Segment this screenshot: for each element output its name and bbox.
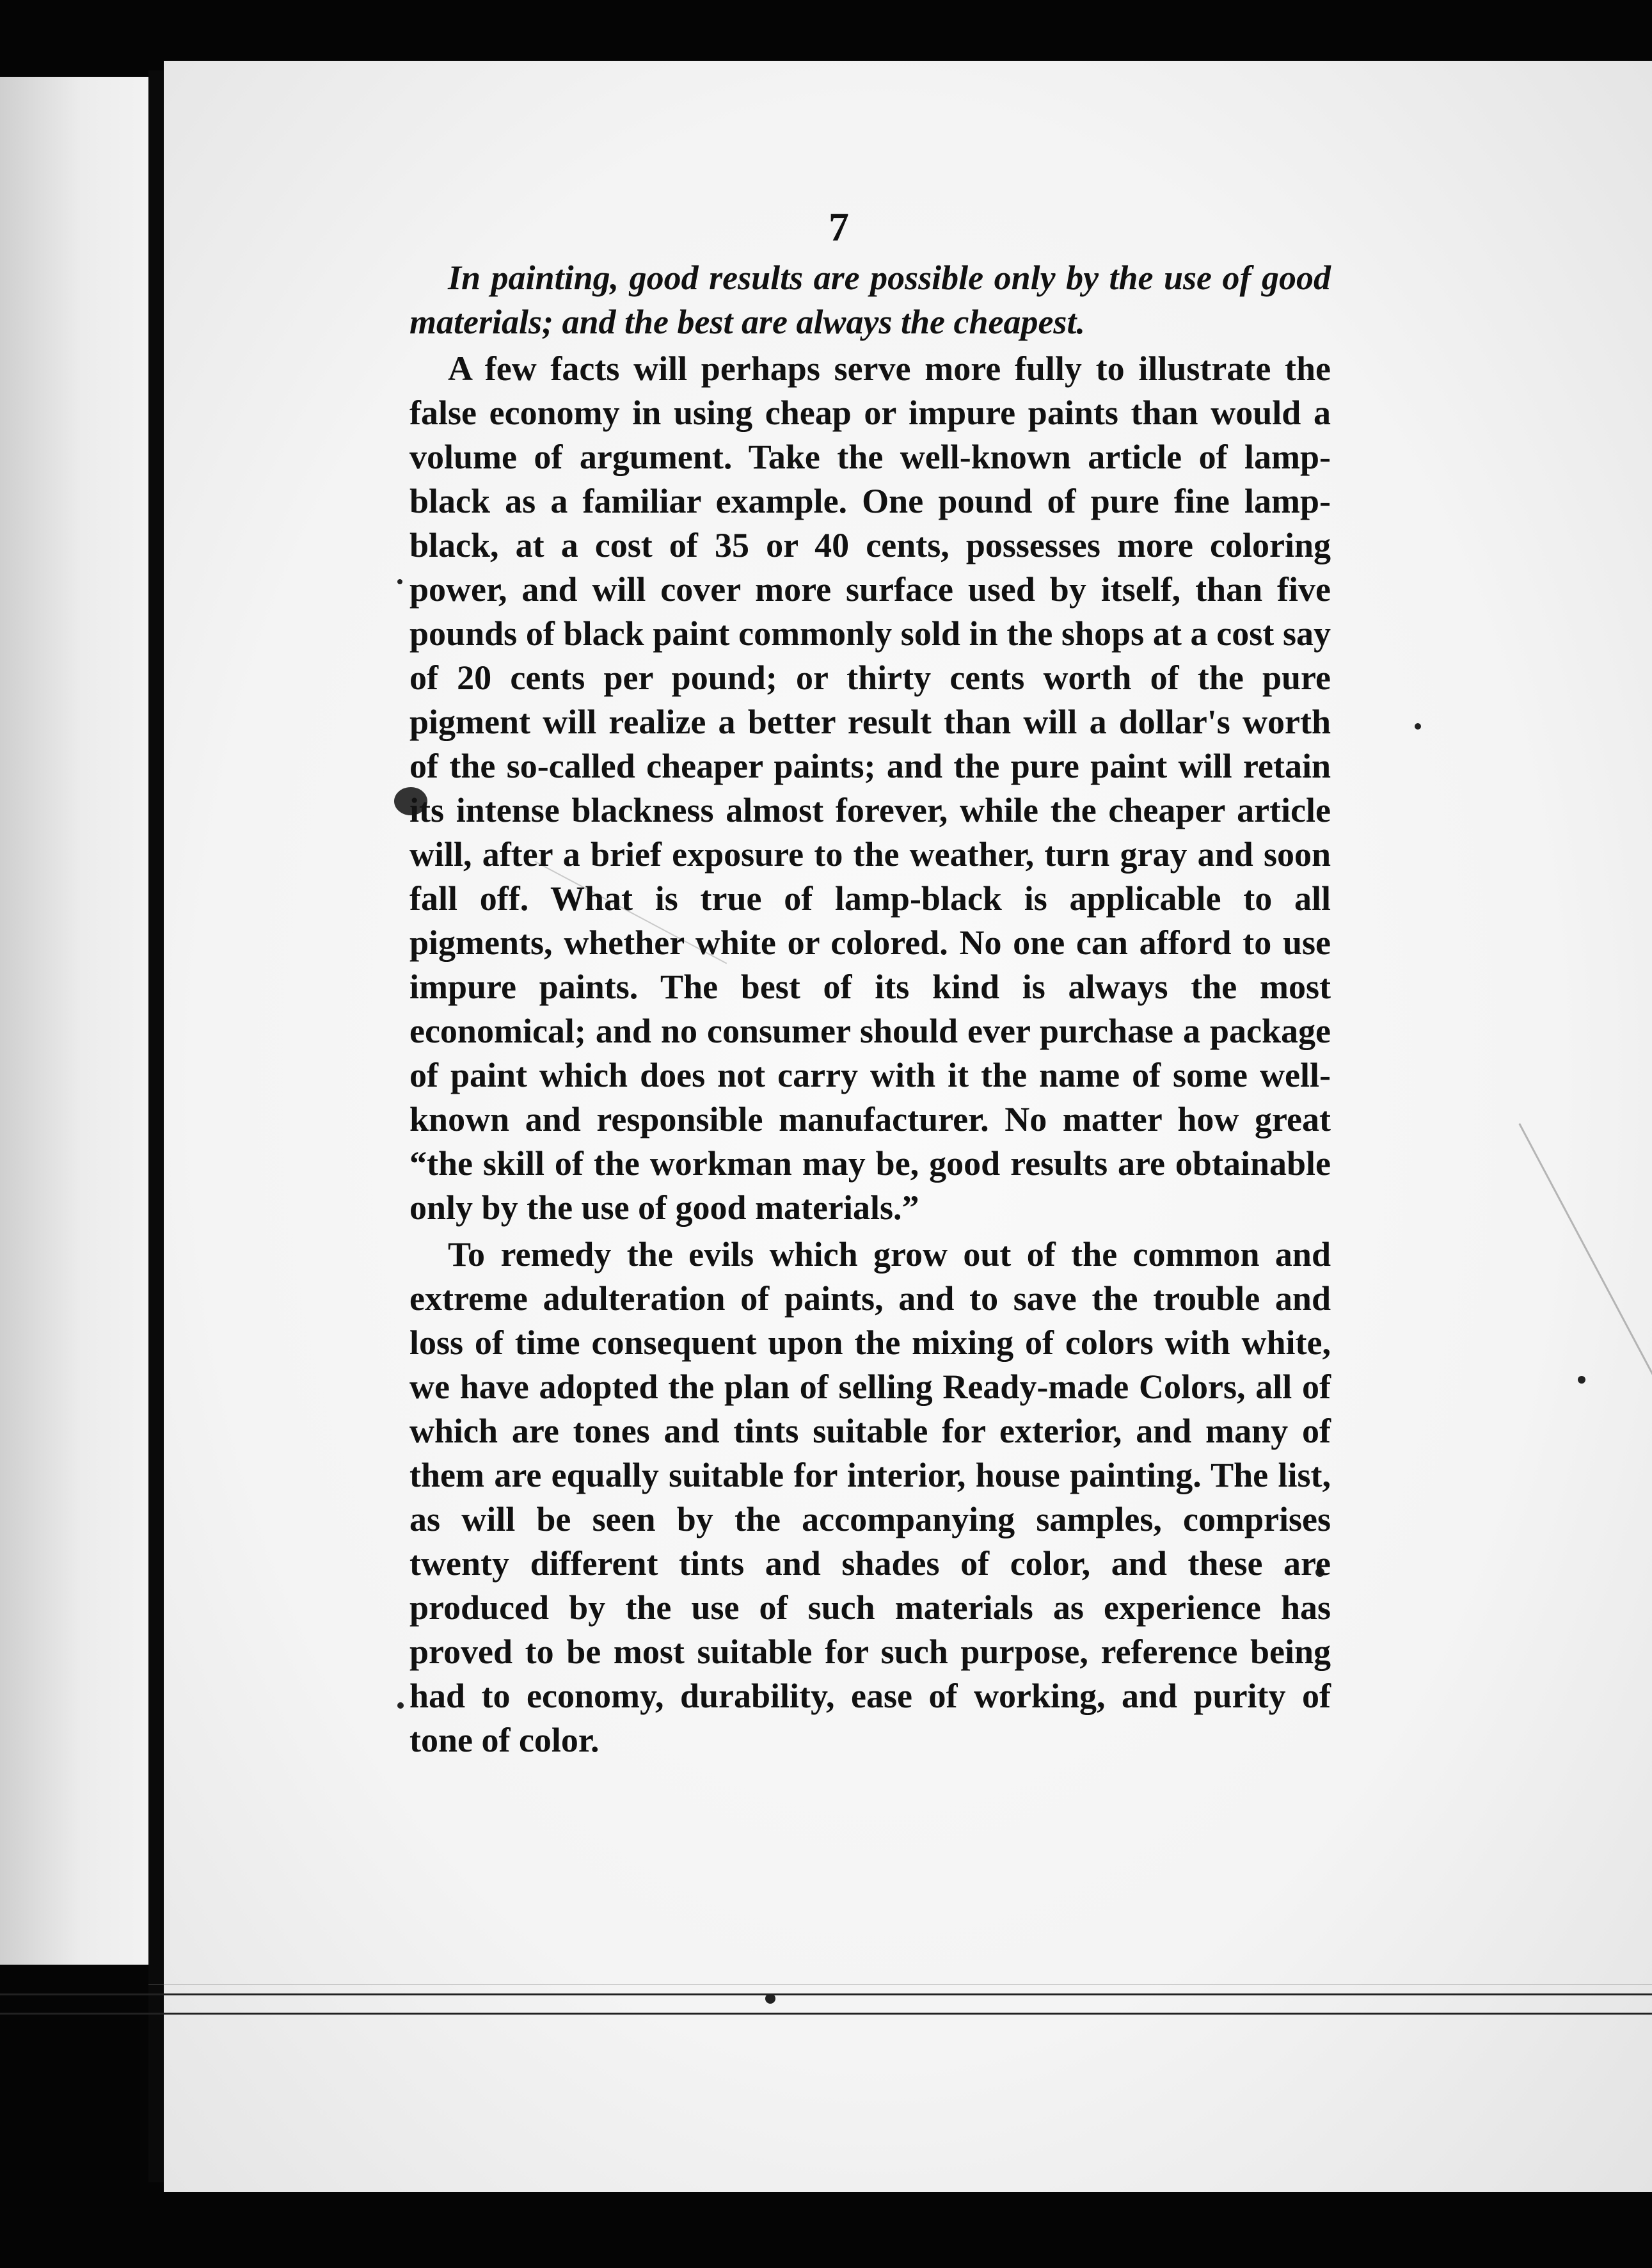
- left-page-edge: [0, 77, 148, 1965]
- page-number: 7: [829, 204, 849, 250]
- paragraph: To remedy the evils which grow out of the common and extreme adulteration of paints, and to save the trouble and loss of time consequent upon the mixing of colors with white, we have adopted the plan of selling Ready-made Colors, all of which are tones and tints suitable for exterior, and many of them are equally suitable for interior, house painting. The list, as will be seen by the accompanying samples, comprises twenty different tints and shades of color, and these are produced by the use of such materials as experience has proved to be most suitable for such purpose, reference being had to economy, durability, ease of working, and purity of tone of color.: [409, 1235, 1331, 1759]
- body-text: [409, 256, 1331, 1762]
- scan-rule: [0, 2013, 1652, 2015]
- book-spine: [148, 70, 164, 2182]
- lead-sentence: In painting, good results are possible only by the use of good materials; and the best are always the cheapest.: [409, 259, 1331, 341]
- ink-speck: [397, 1702, 404, 1709]
- ink-speck: [397, 579, 402, 584]
- ink-speck: [1578, 1376, 1585, 1384]
- paragraph: A few facts will perhaps serve more fully to illustrate the false economy in using cheap or impure paints than would a volume of argument. Take the well-known article of lamp-black as a familiar example. One pound of pure fine lamp-black, at a cost of 35 or 40 cents, possesses more coloring power, and will cover more surface used by itself, than five pounds of black paint commonly sold in the shops at a cost say of 20 cents per pound; or thirty cents worth of the pure pigment will realize a better result than will a dollar's worth of the so-called cheaper paints; and the pure paint will retain its intense blackness almost forever, while the cheaper article will, after a brief exposure to the weather, turn gray and soon fall off. What is true of lamp-black is applicable to all pigments, whether white or colored. No one can afford to use impure paints. The best of its kind is always the most economical; and no consumer should ever purchase a package of paint which does not carry with it the name of some well-known and responsible manufacturer. No matter how great “the skill of the workman may be, good results are obtainable only by the use of good materials.”: [409, 349, 1331, 1227]
- paper-crease: [1518, 1123, 1652, 1418]
- ink-speck: [1415, 723, 1421, 730]
- scan-rule: [0, 1993, 1652, 1995]
